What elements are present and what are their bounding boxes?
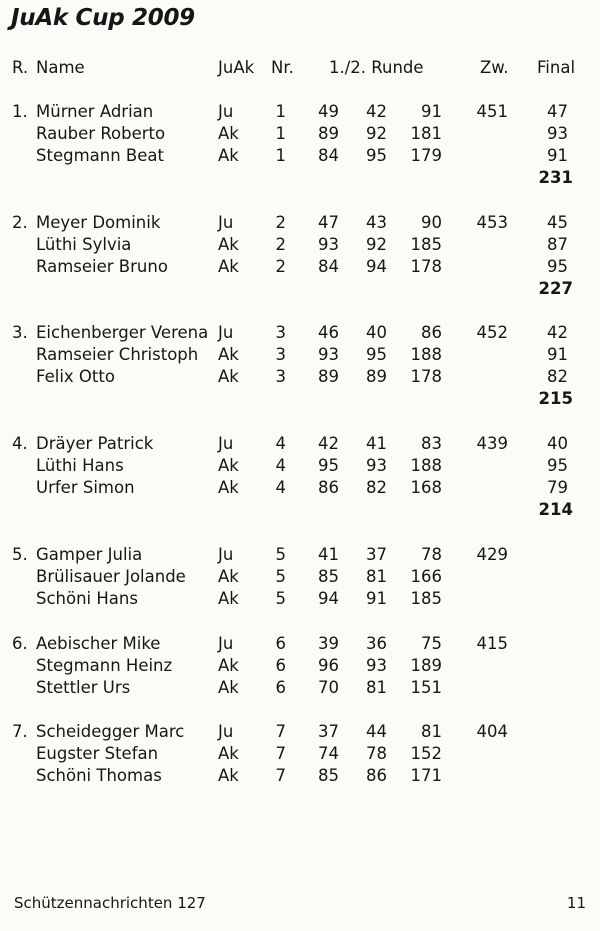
member-round-sum: 90 xyxy=(421,213,442,232)
member-final: 91 xyxy=(547,146,568,165)
member-round-sum: 181 xyxy=(410,124,442,143)
team-total: 227 xyxy=(538,279,573,298)
team-rank: 2. xyxy=(12,213,28,232)
member-round-sum: 185 xyxy=(410,235,442,254)
team-rank: 1. xyxy=(12,102,28,121)
member-final: 95 xyxy=(547,456,568,475)
member-juak: Ak xyxy=(218,345,239,364)
member-round2: 86 xyxy=(366,766,387,785)
member-round1: 95 xyxy=(318,456,339,475)
member-juak: Ak xyxy=(218,456,239,475)
member-round1: 47 xyxy=(318,213,339,232)
member-nr: 3 xyxy=(275,323,286,342)
member-nr: 7 xyxy=(275,766,286,785)
member-juak: Ak xyxy=(218,567,239,586)
member-final: 42 xyxy=(547,323,568,342)
page-title: JuAk Cup 2009 xyxy=(11,5,195,31)
member-name: Aebischer Mike xyxy=(36,634,161,653)
member-juak: Ju xyxy=(218,434,234,453)
member-round2: 92 xyxy=(366,235,387,254)
team-zw: 415 xyxy=(476,634,508,653)
member-round-sum: 78 xyxy=(421,545,442,564)
member-round2: 41 xyxy=(366,434,387,453)
team-rank: 5. xyxy=(12,545,28,564)
member-round1: 74 xyxy=(318,744,339,763)
member-round2: 82 xyxy=(366,478,387,497)
member-round2: 42 xyxy=(366,102,387,121)
member-round2: 81 xyxy=(366,567,387,586)
member-round-sum: 185 xyxy=(410,589,442,608)
member-round1: 49 xyxy=(318,102,339,121)
header-nr: Nr. xyxy=(271,58,294,77)
member-round2: 78 xyxy=(366,744,387,763)
member-name: Scheidegger Marc xyxy=(36,722,185,741)
member-juak: Ak xyxy=(218,146,239,165)
member-juak: Ak xyxy=(218,257,239,276)
member-juak: Ju xyxy=(218,213,234,232)
member-juak: Ak xyxy=(218,235,239,254)
member-name: Lüthi Sylvia xyxy=(36,235,132,254)
member-round1: 39 xyxy=(318,634,339,653)
member-name: Eichenberger Verena xyxy=(36,323,209,342)
member-nr: 7 xyxy=(275,722,286,741)
member-round2: 93 xyxy=(366,456,387,475)
member-round1: 42 xyxy=(318,434,339,453)
header-name: Name xyxy=(36,58,85,77)
member-juak: Ak xyxy=(218,678,239,697)
member-round-sum: 91 xyxy=(421,102,442,121)
member-round1: 93 xyxy=(318,235,339,254)
member-round2: 95 xyxy=(366,146,387,165)
member-round1: 89 xyxy=(318,124,339,143)
member-nr: 1 xyxy=(275,146,286,165)
member-name: Felix Otto xyxy=(36,367,115,386)
member-juak: Ak xyxy=(218,589,239,608)
member-name: Brülisauer Jolande xyxy=(36,567,186,586)
member-round-sum: 152 xyxy=(410,744,442,763)
member-juak: Ak xyxy=(218,744,239,763)
member-name: Schöni Hans xyxy=(36,589,138,608)
member-round-sum: 151 xyxy=(410,678,442,697)
member-round-sum: 171 xyxy=(410,766,442,785)
member-round-sum: 178 xyxy=(410,257,442,276)
member-juak: Ju xyxy=(218,323,234,342)
member-name: Schöni Thomas xyxy=(36,766,162,785)
member-juak: Ak xyxy=(218,656,239,675)
member-round2: 91 xyxy=(366,589,387,608)
member-nr: 6 xyxy=(275,634,286,653)
member-nr: 4 xyxy=(275,434,286,453)
header-final: Final xyxy=(537,58,576,77)
header-zw: Zw. xyxy=(480,58,509,77)
member-round2: 36 xyxy=(366,634,387,653)
member-round2: 37 xyxy=(366,545,387,564)
member-round-sum: 83 xyxy=(421,434,442,453)
member-nr: 6 xyxy=(275,678,286,697)
member-round-sum: 86 xyxy=(421,323,442,342)
member-final: 95 xyxy=(547,257,568,276)
member-juak: Ju xyxy=(218,634,234,653)
member-nr: 5 xyxy=(275,567,286,586)
team-total: 231 xyxy=(538,168,573,187)
team-rank: 3. xyxy=(12,323,28,342)
member-final: 91 xyxy=(547,345,568,364)
member-round1: 86 xyxy=(318,478,339,497)
team-rank: 7. xyxy=(12,722,28,741)
member-round1: 85 xyxy=(318,567,339,586)
member-final: 87 xyxy=(547,235,568,254)
footer-publication: Schützennachrichten 127 xyxy=(14,894,206,912)
member-juak: Ak xyxy=(218,766,239,785)
member-round-sum: 179 xyxy=(410,146,442,165)
member-nr: 1 xyxy=(275,124,286,143)
member-round2: 43 xyxy=(366,213,387,232)
member-final: 45 xyxy=(547,213,568,232)
header-runde: 1./2. Runde xyxy=(329,58,424,77)
team-rank: 6. xyxy=(12,634,28,653)
team-zw: 404 xyxy=(476,722,508,741)
member-nr: 5 xyxy=(275,589,286,608)
member-nr: 4 xyxy=(275,456,286,475)
team-zw: 452 xyxy=(476,323,508,342)
member-round-sum: 188 xyxy=(410,456,442,475)
member-round2: 92 xyxy=(366,124,387,143)
member-round1: 46 xyxy=(318,323,339,342)
member-round2: 89 xyxy=(366,367,387,386)
member-round1: 70 xyxy=(318,678,339,697)
member-round1: 94 xyxy=(318,589,339,608)
team-zw: 429 xyxy=(476,545,508,564)
member-nr: 5 xyxy=(275,545,286,564)
header-juak: JuAk xyxy=(218,58,255,77)
member-nr: 2 xyxy=(275,257,286,276)
member-name: Rauber Roberto xyxy=(36,124,166,143)
team-zw: 451 xyxy=(476,102,508,121)
team-total: 214 xyxy=(538,500,573,519)
member-final: 40 xyxy=(547,434,568,453)
member-juak: Ak xyxy=(218,367,239,386)
member-final: 79 xyxy=(547,478,568,497)
member-final: 47 xyxy=(547,102,568,121)
member-nr: 7 xyxy=(275,744,286,763)
member-round2: 93 xyxy=(366,656,387,675)
team-zw: 439 xyxy=(476,434,508,453)
member-name: Urfer Simon xyxy=(36,478,135,497)
member-round-sum: 75 xyxy=(421,634,442,653)
member-name: Stegmann Heinz xyxy=(36,656,173,675)
member-name: Lüthi Hans xyxy=(36,456,124,475)
member-round-sum: 168 xyxy=(410,478,442,497)
member-round2: 95 xyxy=(366,345,387,364)
member-round1: 37 xyxy=(318,722,339,741)
member-round2: 94 xyxy=(366,257,387,276)
team-zw: 453 xyxy=(476,213,508,232)
member-round1: 84 xyxy=(318,257,339,276)
team-rank: 4. xyxy=(12,434,28,453)
team-total: 215 xyxy=(538,389,573,408)
member-round1: 93 xyxy=(318,345,339,364)
member-juak: Ju xyxy=(218,102,234,121)
member-name: Ramseier Bruno xyxy=(36,257,168,276)
member-name: Stegmann Beat xyxy=(36,146,164,165)
member-nr: 2 xyxy=(275,213,286,232)
member-juak: Ju xyxy=(218,545,234,564)
page-number: 11 xyxy=(566,894,586,912)
member-round1: 84 xyxy=(318,146,339,165)
member-round1: 41 xyxy=(318,545,339,564)
member-nr: 3 xyxy=(275,367,286,386)
member-round-sum: 178 xyxy=(410,367,442,386)
member-final: 93 xyxy=(547,124,568,143)
member-round2: 44 xyxy=(366,722,387,741)
member-nr: 3 xyxy=(275,345,286,364)
member-juak: Ak xyxy=(218,124,239,143)
member-round-sum: 81 xyxy=(421,722,442,741)
member-nr: 2 xyxy=(275,235,286,254)
member-nr: 1 xyxy=(275,102,286,121)
member-name: Gamper Julia xyxy=(36,545,143,564)
member-round2: 40 xyxy=(366,323,387,342)
header-rank: R. xyxy=(12,58,29,77)
member-name: Stettler Urs xyxy=(36,678,131,697)
member-nr: 6 xyxy=(275,656,286,675)
member-name: Meyer Dominik xyxy=(36,213,161,232)
member-round-sum: 189 xyxy=(410,656,442,675)
member-name: Ramseier Christoph xyxy=(36,345,199,364)
member-name: Dräyer Patrick xyxy=(36,434,154,453)
member-nr: 4 xyxy=(275,478,286,497)
member-juak: Ju xyxy=(218,722,234,741)
member-round2: 81 xyxy=(366,678,387,697)
member-name: Eugster Stefan xyxy=(36,744,159,763)
member-final: 82 xyxy=(547,367,568,386)
member-round1: 89 xyxy=(318,367,339,386)
member-round1: 96 xyxy=(318,656,339,675)
member-round-sum: 166 xyxy=(410,567,442,586)
member-round-sum: 188 xyxy=(410,345,442,364)
member-name: Mürner Adrian xyxy=(36,102,154,121)
member-juak: Ak xyxy=(218,478,239,497)
member-round1: 85 xyxy=(318,766,339,785)
